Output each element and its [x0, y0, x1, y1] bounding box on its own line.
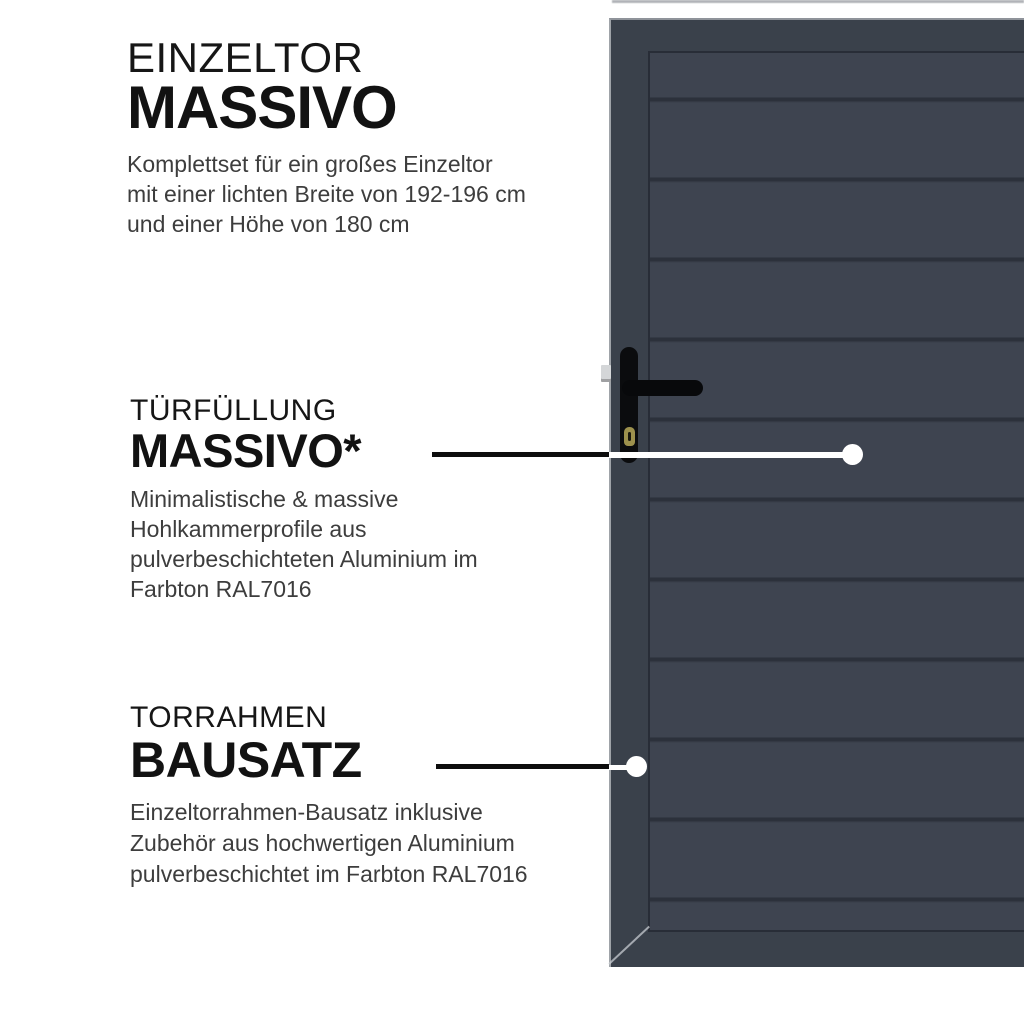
info-section-tuerfuellung — [130, 393, 478, 604]
description-line: Zubehör aus hochwertigen Aluminium — [130, 830, 515, 856]
door-latch-bolt — [601, 365, 611, 382]
description-line: Minimalistische & massive — [130, 486, 399, 512]
frame-mitre-joint — [608, 926, 650, 965]
section-description — [127, 149, 526, 239]
door-lock-cylinder — [624, 427, 635, 446]
description-line: Farbton RAL7016 — [130, 576, 312, 602]
door-infill-panel — [648, 51, 1024, 932]
description-line: mit einer lichten Breite von 192-196 cm — [127, 181, 526, 207]
section-title: MASSIVO* — [130, 424, 362, 477]
description-line: pulverbeschichteten Aluminium im — [130, 546, 478, 572]
info-section-torrahmen — [130, 700, 528, 890]
section-title: BAUSATZ — [130, 732, 362, 788]
callout-line-tuerfuellung-white — [609, 452, 853, 458]
description-line: pulverbeschichtet im Farbton RAL7016 — [130, 861, 528, 887]
door-handle-lever — [622, 380, 703, 396]
section-title: MASSIVO — [127, 74, 397, 141]
description-line: und einer Höhe von 180 cm — [127, 211, 410, 237]
section-description — [130, 797, 528, 890]
callout-dot-tuerfuellung — [842, 444, 863, 465]
gate-door-photo — [609, 18, 1024, 967]
section-eyebrow: EINZELTOR — [127, 34, 364, 81]
photo-top-edge — [612, 0, 1024, 3]
section-eyebrow: TORRAHMEN — [130, 701, 328, 734]
callout-line-torrahmen-black — [436, 764, 609, 769]
section-description — [130, 484, 478, 604]
info-section-einzeltor — [127, 34, 526, 239]
callout-dot-torrahmen — [626, 756, 647, 777]
callout-line-tuerfuellung-black — [432, 452, 609, 457]
description-line: Komplettset für ein großes Einzeltor — [127, 151, 493, 177]
description-line: Hohlkammerprofile aus — [130, 516, 367, 542]
section-eyebrow: TÜRFÜLLUNG — [130, 394, 337, 427]
description-line: Einzeltorrahmen-Bausatz inklusive — [130, 799, 483, 825]
